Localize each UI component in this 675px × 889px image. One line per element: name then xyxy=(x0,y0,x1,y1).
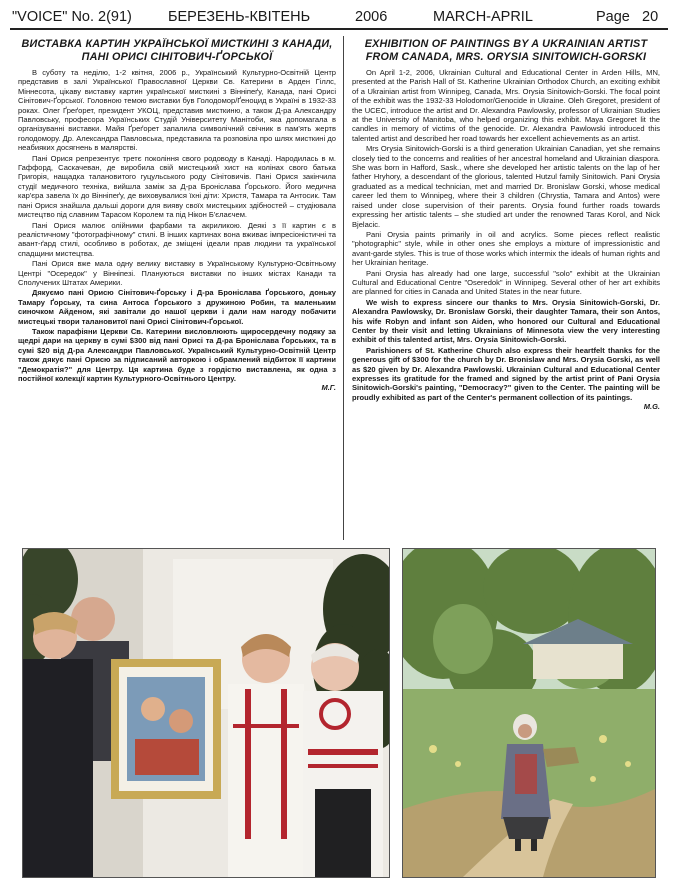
ukrainian-signature: М.Г. xyxy=(321,383,336,393)
english-paragraph: Mrs Orysia Sinitowich-Gorski is a third generation Ukrainian Canadian, yet she remains closely tied to the concerns and realities of her ancestral homeland and Ukrainian diaspora. She was born in Hafford, Sask., where she developed her artistic talents on the lap of her father Hryhory, a descendant of the glorious, talented Hutzul family Sinitowich. Pani Orysia graduated as a medical technician, met and married Dr. Bronislaw Gorski, whose medical career led them to Winnipeg, where their 3 children (Chrystia, Tamara and Antos) were raised under close supervision of their parents. Orysia found further roads towards expressing her artistic talents – she studied art under the renowned Taras Korol, and Nick Bjelacic. xyxy=(352,144,660,229)
english-paragraph: Pani Orysia paints primarily in oil and acrylics. Some pieces reflect realistic "photographic" style, while in other ones she employs a mixture of impressionistic and avant-garde styles. This is true of those works which intermix the ideals of human rights and her Ukrainian heritage. xyxy=(352,229,660,268)
issue-month-ukrainian: БЕРЕЗЕНЬ-КВІТЕНЬ xyxy=(168,9,311,25)
english-signature: M.G. xyxy=(643,402,660,412)
issue-year: 2006 xyxy=(355,9,388,25)
ukrainian-paragraph: Пані Орися вже мала одну велику виставку в Українському Культурно-Освітньому Центрі "Осередок" у Вінніпезі. Плануються виставки по інших містах Канади та Сполучених Штатах Америки. xyxy=(18,259,336,287)
ukrainian-paragraph: В суботу та неділю, 1-2 квітня, 2006 р., Український Культурно-Освітній Центр представив в залі Української Православної Церкви Св. Катерини в Арден Гіллс, Міннесота, цікаву виставку картин української мисткині з Вінніпеґу, Канада, пані Орисі Сінітович-Ґорської. Головною темою виставки був Голодомор/Ґеноцид в Україні в 1932-33 роках. Олег Ґреґорет, президент УКОЦ, представив мисткиню, а також Д-ра Александру Павловську, професора Українських Студій Університету Манітоби, яка допомагала в організуванні виставки. Майя Ґреґорет запалила символічний свічник в пам'ять жертв голодомору. Др. Александра Павловська, представила та розповіла про шлях мисткині до неабияких досягнень в малярстві. xyxy=(18,68,336,153)
issue-month-english: MARCH-APRIL xyxy=(433,9,533,25)
ukrainian-article-title: ВИСТАВКА КАРТИН УКРАЇНСЬКОЇ МИСТКИНІ З КАНАДИ, ПАНІ ОРИСІ СІНІТОВИЧ-ҐОРСЬКОЇ xyxy=(21,38,333,63)
page-label: Page xyxy=(596,9,630,25)
ukrainian-paragraph: Пані Орися малює олійними фарбами та акриликою. Деякі з її картин є в реалістичному "фотографічному" стилі. В інших картинах вона вживає імпресіоністичні та авант-ґард стилі, особливо в роботах, де зміщені ідеали прав людини та української спадщини мистецтва. xyxy=(18,220,336,258)
landscape-painting-illustration xyxy=(403,549,655,877)
page-header xyxy=(10,4,668,30)
landscape-painting-photo xyxy=(402,548,656,878)
english-thanks-paragraph: Parishioners of St. Katherine Church also express their heartfelt thanks for the generous gift of $300 for the church by Dr. Bronislaw and Mrs. Orysia Gorski, as well as $20 given by Dr. Alexandra Pawlowski. Ukrainian Cultural and Educational Center expresses its gratitude for the framed and signed by the artist print of Pani Orysia Sinitowich-Gorski's painting, "Democracy?" given to the Center. The painting will be proudly exhibited as part of the Center's permanent collection of its paintings. xyxy=(352,345,660,402)
publication-name: "VOICE" No. 2(91) xyxy=(12,9,132,25)
ukrainian-paragraph: Пані Орися репрезентує третє покоління свого родоводу в Канаді. Народилась в м. Гаффорд, Саскачеван, де виробила свій мистецький хист на колінах свого батька Григорія, нащадка талановитого гуцульського роду Сінітовичів. Пані Орися закінчила студії медичного техніка, вийшла заміж за Д-ра Броніслава Ґорського. Його медична кар'єра завела їх до Вінніпеґу, де виховувалися їхні діти: Христя, Тамара та Антосик. Там пані Орися знайшла дальші дороги для вияву своїх мистецьких здібностей – студіювала мистецтво під славним Тарасом Королем та під Нікон Б'єлаєчем. xyxy=(18,153,336,220)
english-paragraph: On April 1-2, 2006, Ukrainian Cultural and Educational Center in Arden Hills, MN, presented at the Parish Hall of St. Katherine Ukrainian Orthodox Church, an exciting exhibit of a Ukrainian artist from Winnipeg, Canada, Mrs. Orysia Sinitowich-Gorski. The focal point of the exhibit was the 1932-33 Holodomor/Genocide in Ukraine. Oleh Gregoret, president of the UCEC, introduce the artist and Dr. Alexandra Pawlowsky, professor of Ukrainian Studies at the University of Manitoba, who helped organizing this exhibit. Maya Gregoret lit the candles in memory of victims of the genocide. Dr. Alexandra Pawlowski introduced this talented artist and described her road towards her excellent achievements as an artist. xyxy=(352,68,660,143)
english-thanks-paragraph: We wish to express sincere our thanks to Mrs. Orysia Sinitowich-Gorski, Dr. Alexandra Pawlowsky, Dr. Bronislaw Gorski, their daughter Tamara, their son Antos, his wife Robyn and infant son Aiden, who honored our Cultural and Educational Center by their visit and letting Ukrainians of Minnesota view the very interesting exhibit of this talented artist, Mrs. Orysia Sinitowich-Gorski. xyxy=(352,297,660,345)
english-article-title: EXHIBITION OF PAINTINGS BY A UKRAINIAN ARTIST FROM CANADA, MRS. ORYSIA SINITOWICH-GORSKI xyxy=(364,38,648,63)
page-number: 20 xyxy=(642,9,659,25)
ukrainian-thanks-paragraph: Дякуємо пані Орисю Сінітович-Ґорську і Д-ра Броніслава Ґорського, доньку Тамару Ґорську, та сина Антоса Ґорського з дружиною Робин, та маленьким синочком Айденом, які завітали до нашої церкви і дали нам нагоду побачити мистецькі твори талановитої пані Орисі Сінітович-Ґорської. xyxy=(18,288,336,326)
english-paragraph: Pani Orysia has already had one large, successful "solo" exhibit at the Ukrainian Cultural and Educational Centre "Oseredok" in Winnipeg. Several other of her art exhibits are planned for cities in Canada and United States in the near future. xyxy=(352,268,660,297)
group-photo-illustration xyxy=(23,549,389,877)
ukrainian-thanks-paragraph: Також парафіяни Церкви Св. Катерини висловлюють щиросердечну подяку за щедрі дари на церкву в сумі $300 від пані Орисі та Д-ра Броніслава Ґорських, та в сумі $20 від Д-ра Александри Павловської. Український Культурно-Освітній Центр також дякує пані Орисю за підписаний авторкою і обрамлений відбиток її картини "Демократія?" для Центру. Ця картина буде з гордістю виставлена, як одна з постійної колекції картин Культурного-Освітнього Центру. xyxy=(18,326,336,383)
column-divider xyxy=(343,36,344,540)
exhibition-group-photo xyxy=(22,548,390,878)
ukrainian-article xyxy=(18,38,336,540)
english-article xyxy=(352,38,660,540)
